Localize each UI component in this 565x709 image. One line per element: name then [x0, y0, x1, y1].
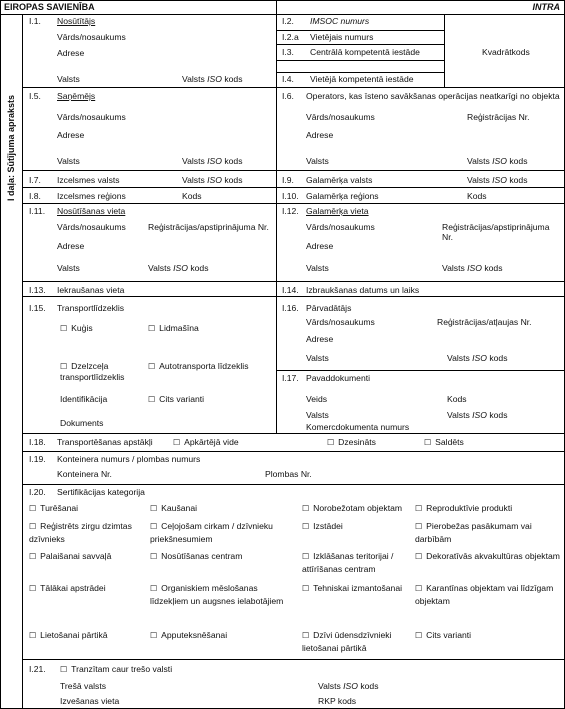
- field-title: Galamērķa vieta: [306, 206, 369, 216]
- field-number: I.16.: [282, 303, 299, 313]
- i2a-title: Vietējais numurs: [310, 32, 374, 42]
- field-number: I.11.: [29, 206, 46, 216]
- qr-code-label: Kvadrātkods: [482, 47, 530, 57]
- i3-title: Centrālā kompetentā iestāde: [310, 47, 420, 57]
- section-sidebar: [0, 14, 22, 281]
- checkbox-ambient[interactable]: ☐ Apkārtējā vide: [173, 437, 239, 447]
- field-number: I.20.: [29, 487, 46, 497]
- third-country-label: Trešā valsts: [60, 681, 107, 691]
- code-label: Kods: [447, 394, 467, 404]
- field-title: Nosūtītājs: [57, 16, 96, 26]
- checkbox-transit[interactable]: ☐ Tranzītam caur trešo valsti: [60, 664, 173, 674]
- field-number: I.12.: [282, 206, 299, 216]
- reg-label: Reģistrācijas/atļaujas Nr.: [437, 317, 532, 327]
- i9-iso-label: Valsts ISO kods: [467, 175, 528, 185]
- iso-label: Valsts ISO kods: [182, 156, 243, 166]
- i10-number: I.10.: [282, 191, 299, 201]
- checkbox-certification-option[interactable]: ☐ Izklāšanas teritorijai / attīrīšanas centram: [302, 551, 394, 574]
- checkbox-certification-option[interactable]: ☐ Tehniskai izmantošanai: [302, 583, 403, 593]
- checkbox-frozen[interactable]: ☐ Saldēts: [424, 437, 464, 447]
- checkbox-certification-option[interactable]: ☐ Tālākai apstrādei: [29, 583, 106, 593]
- reg-label: Reģistrācijas/apstiprinājuma Nr.: [442, 222, 550, 242]
- address-label: Adrese: [306, 130, 334, 140]
- checkbox-certification-option[interactable]: ☐ Apputeksnēšanai: [150, 630, 228, 640]
- i4-title: Vietējā kompetentā iestāde: [310, 74, 414, 84]
- i14-title: Izbraukšanas datums un laiks: [306, 285, 420, 295]
- checkbox-certification-option[interactable]: ☐ Dekoratīvās akvakultūras objektam: [415, 551, 560, 561]
- reg-label: Reģistrācijas/apstiprinājuma Nr.: [148, 222, 269, 232]
- header-title: EIROPAS SAVIENĪBA: [4, 2, 95, 12]
- address-label: Adrese: [57, 241, 85, 251]
- i14-number: I.14.: [282, 285, 299, 295]
- i7-number: I.7.: [29, 175, 41, 185]
- iso-label: Valsts ISO kods: [318, 681, 379, 691]
- i2a-number: I.2.a: [282, 32, 299, 42]
- checkbox-road[interactable]: ☐ Autotransporta līdzeklis: [148, 361, 249, 371]
- field-number: I.21.: [29, 664, 46, 674]
- checkbox-rail[interactable]: ☐ Dzelzceļa transportlīdzeklis: [60, 361, 125, 382]
- i10-title: Galamērķa reģions: [306, 191, 379, 201]
- name-label: Vārds/nosaukums: [306, 222, 375, 232]
- field-title: Pavaddokumenti: [306, 373, 371, 383]
- checkbox-certification-option[interactable]: ☐ Dzīvi ūdensdzīvnieki lietošanai pārtikā: [302, 630, 392, 653]
- iso-label: Valsts ISO kods: [148, 263, 209, 273]
- checkbox-other[interactable]: ☐ Cits varianti: [148, 394, 205, 404]
- documents-label: Dokuments: [60, 418, 104, 428]
- checkbox-certification-option[interactable]: ☐ Nosūtīšanas centram: [150, 551, 243, 561]
- reg-label: Reģistrācijas Nr.: [467, 112, 530, 122]
- country-label: Valsts: [57, 156, 80, 166]
- field-number: I.17.: [282, 373, 299, 383]
- country-label: Valsts: [57, 263, 80, 273]
- i8-title: Izcelsmes reģions: [57, 191, 126, 201]
- i7-title: Izcelsmes valsts: [57, 175, 120, 185]
- field-title: Konteinera numurs / plombas numurs: [57, 454, 201, 464]
- i2-number: I.2.: [282, 16, 294, 26]
- field-title: Nosūtīšanas vieta: [57, 206, 126, 216]
- country-label: Valsts: [306, 410, 329, 420]
- iso-label: Valsts ISO kods: [442, 263, 503, 273]
- country-label: Valsts: [306, 156, 329, 166]
- i13-number: I.13.: [29, 285, 46, 295]
- field-title: Transportēšanas apstākļi: [57, 437, 153, 447]
- field-number: I.18.: [29, 437, 46, 447]
- i3-number: I.3.: [282, 47, 294, 57]
- i8-number: I.8.: [29, 191, 41, 201]
- country-label: Valsts: [306, 263, 329, 273]
- field-number: I.19.: [29, 454, 46, 464]
- checkbox-certification-option[interactable]: ☐ Norobežotam objektam: [302, 503, 403, 513]
- checkbox-certification-option[interactable]: ☐ Organiskiem mēslošanas līdzekļiem un augsnes ielabotājiem: [150, 583, 284, 606]
- checkbox-certification-option[interactable]: ☐ Izstādei: [302, 521, 343, 531]
- identification-label: Identifikācija: [60, 394, 108, 404]
- checkbox-certification-option[interactable]: ☐ Kaušanai: [150, 503, 198, 513]
- field-title: Transportlīdzeklis: [57, 303, 125, 313]
- checkbox-certification-option[interactable]: ☐ Turēšanai: [29, 503, 79, 513]
- field-title: Pārvadātājs: [306, 303, 352, 313]
- name-label: Vārds/nosaukums: [306, 112, 375, 122]
- country-label: Valsts: [306, 353, 329, 363]
- checkbox-certification-option[interactable]: ☐ Reģistrēts zirgu dzimtas dzīvnieks: [29, 521, 132, 544]
- name-label: Vārds/nosaukums: [57, 222, 126, 232]
- checkbox-certification-option[interactable]: ☐ Cits varianti: [415, 630, 472, 640]
- iso-label: Valsts ISO kods: [447, 410, 508, 420]
- field-title: Operators, kas īsteno savākšanas operācijas neatkarīgi no objekta: [306, 91, 560, 101]
- commercial-doc-label: Komercdokumenta numurs: [306, 422, 410, 432]
- country-label: Valsts: [57, 74, 80, 84]
- i4-number: I.4.: [282, 74, 294, 84]
- rkp-code-label: RKP kods: [318, 696, 357, 706]
- i7-iso-label: Valsts ISO kods: [182, 175, 243, 185]
- i13-title: Iekraušanas vieta: [57, 285, 125, 295]
- i9-number: I.9.: [282, 175, 294, 185]
- address-label: Adrese: [57, 130, 85, 140]
- checkbox-certification-option[interactable]: ☐ Karantīnas objektam vai līdzīgam objektam: [415, 583, 554, 606]
- i9-title: Galamērķa valsts: [306, 175, 373, 185]
- field-number: I.1.: [29, 16, 41, 26]
- checkbox-certification-option[interactable]: ☐ Pierobežas pasākumam vai darbībām: [415, 521, 532, 544]
- field-number: I.5.: [29, 91, 41, 101]
- checkbox-chilled[interactable]: ☐ Dzesināts: [327, 437, 376, 447]
- checkbox-certification-option[interactable]: ☐ Reproduktīvie produkti: [415, 503, 513, 513]
- field-title: Saņēmējs: [57, 91, 96, 101]
- iso-label: Valsts ISO kods: [447, 353, 508, 363]
- exit-point-label: Izvešanas vieta: [60, 696, 120, 706]
- checkbox-plane[interactable]: ☐ Lidmašīna: [148, 323, 199, 333]
- checkbox-certification-option[interactable]: ☐ Palaišanai savvaļā: [29, 551, 112, 561]
- address-label: Adrese: [306, 334, 334, 344]
- i2-title: IMSOC numurs: [310, 16, 370, 26]
- seal-label: Plombas Nr.: [265, 469, 312, 479]
- name-label: Vārds/nosaukums: [57, 112, 126, 122]
- name-label: Vārds/nosaukums: [306, 317, 375, 327]
- header-intra: INTRA: [532, 2, 560, 12]
- type-label: Veids: [306, 394, 328, 404]
- iso-label: Valsts ISO kods: [182, 74, 243, 84]
- checkbox-certification-option[interactable]: ☐ Lietošanai pārtikā: [29, 630, 108, 640]
- iso-label: Valsts ISO kods: [467, 156, 528, 166]
- address-label: Adrese: [57, 48, 85, 58]
- checkbox-certification-option[interactable]: ☐ Ceļojošam cirkam / dzīvnieku priekšnesumiem: [150, 521, 273, 544]
- container-label: Konteinera Nr.: [57, 469, 112, 479]
- sidebar-label: I daļa: Sūtījuma apraksts: [6, 94, 16, 201]
- field-title: Sertifikācijas kategorija: [57, 487, 145, 497]
- address-label: Adrese: [306, 241, 334, 251]
- field-number: I.6.: [282, 91, 294, 101]
- name-label: Vārds/nosaukums: [57, 32, 126, 42]
- i8-code-label: Kods: [182, 191, 202, 201]
- field-number: I.15.: [29, 303, 46, 313]
- i10-code-label: Kods: [467, 191, 487, 201]
- checkbox-ship[interactable]: ☐ Kuģis: [60, 323, 93, 333]
